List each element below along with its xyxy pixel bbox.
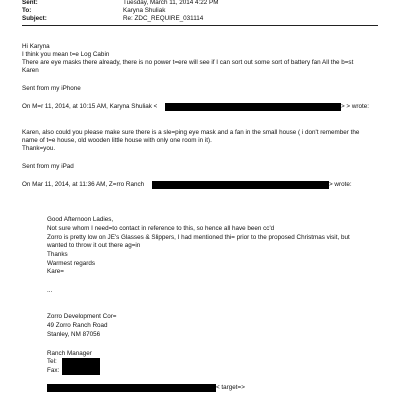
redaction-bar bbox=[152, 181, 329, 189]
redaction-bar bbox=[165, 103, 341, 111]
redaction-bar bbox=[62, 358, 100, 375]
reply-line2: There are eye masks there already, there is no power t=ere will see if I can sort out some sort of battery fan All the b=st bbox=[22, 59, 354, 66]
subject-label: Subject: bbox=[22, 15, 47, 22]
quote2-thanks: Thanks bbox=[47, 251, 68, 258]
quote2-line2: Zorro is pretty low on JE's Glasses & Slippers, I had mentioned thi= prior to the proposed Christmas visit, but bbox=[47, 234, 350, 241]
signature-address1: 49 Zorro Ranch Road bbox=[47, 322, 108, 329]
sent-label: Sent: bbox=[22, 0, 38, 6]
reply-sent-from: Sent from my iPhone bbox=[22, 85, 81, 92]
reply-line1: I think you mean t=e Log Cabin bbox=[22, 51, 110, 58]
quote2-ellipsis: ... bbox=[47, 287, 53, 294]
quote1-intro-prefix: On M=r 11, 2014, at 10:15 AM, Karyna Shuliak < bbox=[22, 103, 158, 110]
quote1-body-line1: Karen, also could you please make sure there is a sle=ping eye mask and a fan in the small house ( i don't remember the bbox=[22, 129, 360, 136]
reply-signoff: Karen bbox=[22, 67, 39, 74]
subject-value: Re: ZDC_REQUIRE_031114 bbox=[123, 15, 204, 22]
reply-greeting: Hi Karyna bbox=[22, 43, 50, 50]
signature-title: Ranch Manager bbox=[47, 350, 92, 357]
header-divider bbox=[22, 25, 378, 26]
quote2-line1: Not sure whom I need=to contact in reference to this, so hence all have been cc'd bbox=[47, 225, 275, 232]
quote2-intro-prefix: On Mar 11, 2014, at 11:36 AM, Z=rro Ranch bbox=[22, 181, 145, 188]
quote2-intro-suffix: > wrote: bbox=[329, 181, 352, 188]
quote2-line3: wanted to throw it out there ag=in bbox=[47, 242, 141, 249]
quote2-regards: Warmest regards bbox=[47, 260, 96, 267]
footer-suffix: < target=> bbox=[216, 384, 245, 391]
quote1-intro-suffix: > > wrote: bbox=[341, 103, 370, 110]
quote1-sent-from: Sent from my iPad bbox=[22, 163, 74, 170]
quote2-greeting: Good Afternoon Ladies, bbox=[47, 216, 114, 223]
quote1-body-line2: name of t=e house, old wooden little house with only one room in it). bbox=[22, 137, 212, 144]
quote1-thanks: Thank=you. bbox=[22, 145, 56, 152]
sent-value: Tuesday, March 11, 2014 4:22 PM bbox=[123, 0, 219, 6]
signature-company: Zorro Development Cor= bbox=[47, 313, 117, 320]
to-value: Karyna Shuliak bbox=[123, 7, 166, 14]
signature-address2: Stanley, NM 87056 bbox=[47, 331, 101, 338]
signature-tel-label: Tel: bbox=[47, 358, 57, 365]
redaction-bar bbox=[47, 384, 216, 392]
to-label: To: bbox=[22, 7, 32, 14]
signature-fax-label: Fax: bbox=[47, 367, 60, 374]
quote2-name: Kare= bbox=[47, 268, 64, 275]
